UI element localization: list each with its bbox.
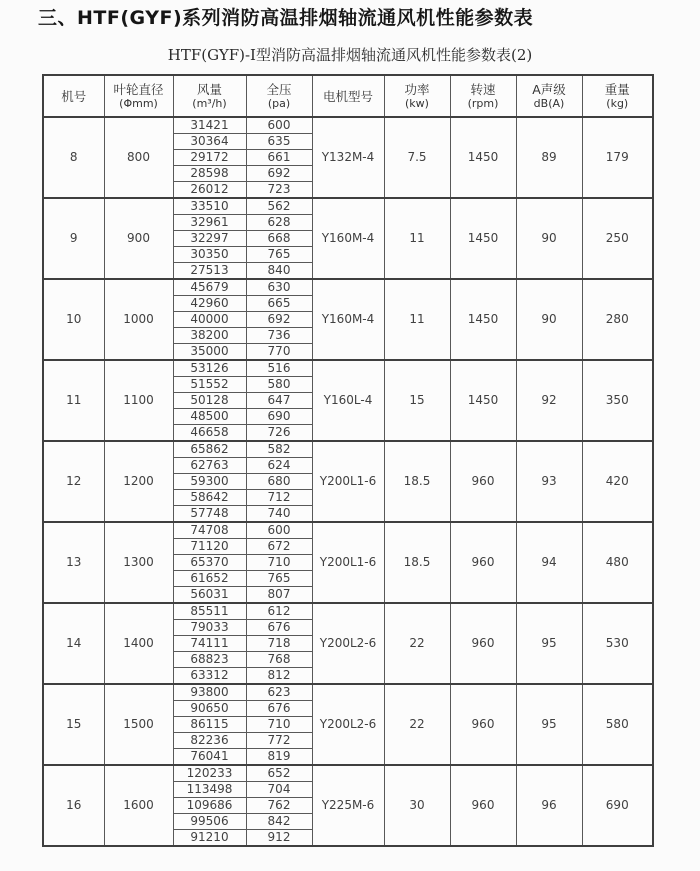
speed-cell: 960 [450,765,516,846]
pressure-cell: 768 [246,652,312,668]
motor-model-cell: Y200L2-6 [312,603,384,684]
pressure-cell: 516 [246,360,312,377]
power-cell: 30 [384,765,450,846]
airflow-cell: 82236 [173,733,246,749]
airflow-cell: 31421 [173,117,246,134]
airflow-cell: 90650 [173,701,246,717]
table-row [43,603,653,620]
pressure-cell: 562 [246,198,312,215]
pressure-cell: 600 [246,522,312,539]
noise-level-cell: 95 [516,603,582,684]
airflow-cell: 113498 [173,782,246,798]
pressure-cell: 692 [246,166,312,182]
pressure-cell: 668 [246,231,312,247]
airflow-cell: 71120 [173,539,246,555]
noise-level-cell: 90 [516,198,582,279]
airflow-cell: 58642 [173,490,246,506]
pressure-cell: 582 [246,441,312,458]
speed-cell: 960 [450,522,516,603]
airflow-cell: 93800 [173,684,246,701]
machine-no-cell: 13 [43,522,104,603]
pressure-cell: 630 [246,279,312,296]
airflow-cell: 50128 [173,393,246,409]
motor-model-cell: Y200L1-6 [312,441,384,522]
pressure-cell: 712 [246,490,312,506]
machine-no-cell: 11 [43,360,104,441]
power-cell: 11 [384,279,450,360]
speed-cell: 1450 [450,198,516,279]
weight-cell: 690 [582,765,653,846]
header-label: 重量 [604,82,630,97]
pressure-cell: 812 [246,668,312,685]
airflow-cell: 86115 [173,717,246,733]
airflow-cell: 27513 [173,263,246,280]
header-unit: (kg) [606,97,629,110]
power-cell: 18.5 [384,441,450,522]
pressure-cell: 628 [246,215,312,231]
table-row [43,441,653,458]
header-label: 叶轮直径 [113,82,164,97]
pressure-cell: 765 [246,571,312,587]
machine-no-cell: 14 [43,603,104,684]
pressure-cell: 819 [246,749,312,766]
pressure-cell: 676 [246,701,312,717]
power-cell: 18.5 [384,522,450,603]
airflow-cell: 38200 [173,328,246,344]
performance-table [42,74,654,847]
airflow-cell: 32961 [173,215,246,231]
pressure-cell: 726 [246,425,312,442]
noise-level-cell: 89 [516,117,582,198]
noise-level-cell: 93 [516,441,582,522]
impeller-diameter-cell: 1200 [104,441,173,522]
motor-model-cell: Y132M-4 [312,117,384,198]
speed-cell: 1450 [450,279,516,360]
motor-model-cell: Y160M-4 [312,198,384,279]
table-row [43,117,653,134]
pressure-cell: 710 [246,717,312,733]
power-cell: 22 [384,684,450,765]
speed-cell: 1450 [450,360,516,441]
header-label: 电机型号 [322,88,373,104]
power-cell: 22 [384,603,450,684]
machine-no-cell: 10 [43,279,104,360]
weight-cell: 250 [582,198,653,279]
noise-level-cell: 94 [516,522,582,603]
header-weight [582,75,653,117]
header-label: 全压 [266,82,292,97]
header-unit: dB(A) [533,97,565,110]
pressure-cell: 740 [246,506,312,523]
airflow-cell: 91210 [173,830,246,847]
header-airflow [173,75,246,117]
header-unit: (pa) [267,97,291,110]
impeller-diameter-cell: 1300 [104,522,173,603]
header-power [384,75,450,117]
airflow-cell: 35000 [173,344,246,361]
pressure-cell: 623 [246,684,312,701]
airflow-cell: 68823 [173,652,246,668]
pressure-cell: 676 [246,620,312,636]
header-unit: (m³/h) [192,97,227,110]
speed-cell: 1450 [450,117,516,198]
header-row [43,75,653,117]
machine-no-cell: 15 [43,684,104,765]
pressure-cell: 612 [246,603,312,620]
table-row [43,198,653,215]
table-row [43,765,653,782]
pressure-cell: 912 [246,830,312,847]
airflow-cell: 32297 [173,231,246,247]
noise-level-cell: 90 [516,279,582,360]
airflow-cell: 74111 [173,636,246,652]
pressure-cell: 704 [246,782,312,798]
airflow-cell: 109686 [173,798,246,814]
pressure-cell: 723 [246,182,312,199]
header-noise-level [516,75,582,117]
airflow-cell: 42960 [173,296,246,312]
pressure-cell: 762 [246,798,312,814]
impeller-diameter-cell: 1600 [104,765,173,846]
machine-no-cell: 8 [43,117,104,198]
airflow-cell: 99506 [173,814,246,830]
pressure-cell: 770 [246,344,312,361]
weight-cell: 179 [582,117,653,198]
machine-no-cell: 9 [43,198,104,279]
airflow-cell: 46658 [173,425,246,442]
pressure-cell: 647 [246,393,312,409]
airflow-cell: 56031 [173,587,246,604]
header-total-pressure [246,75,312,117]
document-page [0,7,700,871]
noise-level-cell: 96 [516,765,582,846]
weight-cell: 420 [582,441,653,522]
impeller-diameter-cell: 1500 [104,684,173,765]
airflow-cell: 33510 [173,198,246,215]
pressure-cell: 652 [246,765,312,782]
header-unit: (rpm) [467,97,499,110]
impeller-diameter-cell: 1000 [104,279,173,360]
airflow-cell: 45679 [173,279,246,296]
power-cell: 11 [384,198,450,279]
pressure-cell: 718 [246,636,312,652]
header-label: 机号 [61,88,87,104]
table-row [43,360,653,377]
pressure-cell: 690 [246,409,312,425]
impeller-diameter-cell: 1100 [104,360,173,441]
header-label: 转速 [470,82,496,97]
impeller-diameter-cell: 900 [104,198,173,279]
pressure-cell: 624 [246,458,312,474]
header-label: 功率 [404,82,430,97]
pressure-cell: 600 [246,117,312,134]
pressure-cell: 807 [246,587,312,604]
airflow-cell: 76041 [173,749,246,766]
header-unit: (kw) [405,97,429,110]
table-row [43,522,653,539]
airflow-cell: 57748 [173,506,246,523]
pressure-cell: 765 [246,247,312,263]
airflow-cell: 26012 [173,182,246,199]
airflow-cell: 48500 [173,409,246,425]
pressure-cell: 635 [246,134,312,150]
pressure-cell: 692 [246,312,312,328]
pressure-cell: 680 [246,474,312,490]
pressure-cell: 672 [246,539,312,555]
header-impeller-diameter [104,75,173,117]
pressure-cell: 661 [246,150,312,166]
airflow-cell: 30350 [173,247,246,263]
header-unit: (Φmm) [119,97,158,110]
header-machine-no [43,75,104,117]
pressure-cell: 736 [246,328,312,344]
table-row [43,684,653,701]
header-label: 风量 [196,82,222,97]
page-title: 三、HTF(GYF)系列消防高温排烟轴流通风机性能参数表 [38,7,534,29]
motor-model-cell: Y160M-4 [312,279,384,360]
table-row [43,279,653,296]
weight-cell: 280 [582,279,653,360]
airflow-cell: 65370 [173,555,246,571]
airflow-cell: 63312 [173,668,246,685]
airflow-cell: 29172 [173,150,246,166]
airflow-cell: 30364 [173,134,246,150]
motor-model-cell: Y225M-6 [312,765,384,846]
airflow-cell: 53126 [173,360,246,377]
weight-cell: 350 [582,360,653,441]
airflow-cell: 74708 [173,522,246,539]
pressure-cell: 580 [246,377,312,393]
noise-level-cell: 92 [516,360,582,441]
airflow-cell: 79033 [173,620,246,636]
pressure-cell: 665 [246,296,312,312]
header-label: A声级 [532,82,566,97]
impeller-diameter-cell: 1400 [104,603,173,684]
weight-cell: 480 [582,522,653,603]
pressure-cell: 710 [246,555,312,571]
header-speed [450,75,516,117]
table-body [43,117,653,846]
machine-no-cell: 12 [43,441,104,522]
speed-cell: 960 [450,441,516,522]
airflow-cell: 28598 [173,166,246,182]
airflow-cell: 61652 [173,571,246,587]
table-subtitle: HTF(GYF)-I型消防高温排烟轴流通风机性能参数表(2) [167,46,533,64]
header-motor-model [312,75,384,117]
airflow-cell: 120233 [173,765,246,782]
motor-model-cell: Y160L-4 [312,360,384,441]
airflow-cell: 59300 [173,474,246,490]
power-cell: 7.5 [384,117,450,198]
weight-cell: 580 [582,684,653,765]
machine-no-cell: 16 [43,765,104,846]
pressure-cell: 840 [246,263,312,280]
motor-model-cell: Y200L1-6 [312,522,384,603]
speed-cell: 960 [450,684,516,765]
airflow-cell: 85511 [173,603,246,620]
speed-cell: 960 [450,603,516,684]
airflow-cell: 40000 [173,312,246,328]
pressure-cell: 842 [246,814,312,830]
airflow-cell: 65862 [173,441,246,458]
pressure-cell: 772 [246,733,312,749]
power-cell: 15 [384,360,450,441]
noise-level-cell: 95 [516,684,582,765]
airflow-cell: 51552 [173,377,246,393]
airflow-cell: 62763 [173,458,246,474]
weight-cell: 530 [582,603,653,684]
motor-model-cell: Y200L2-6 [312,684,384,765]
impeller-diameter-cell: 800 [104,117,173,198]
